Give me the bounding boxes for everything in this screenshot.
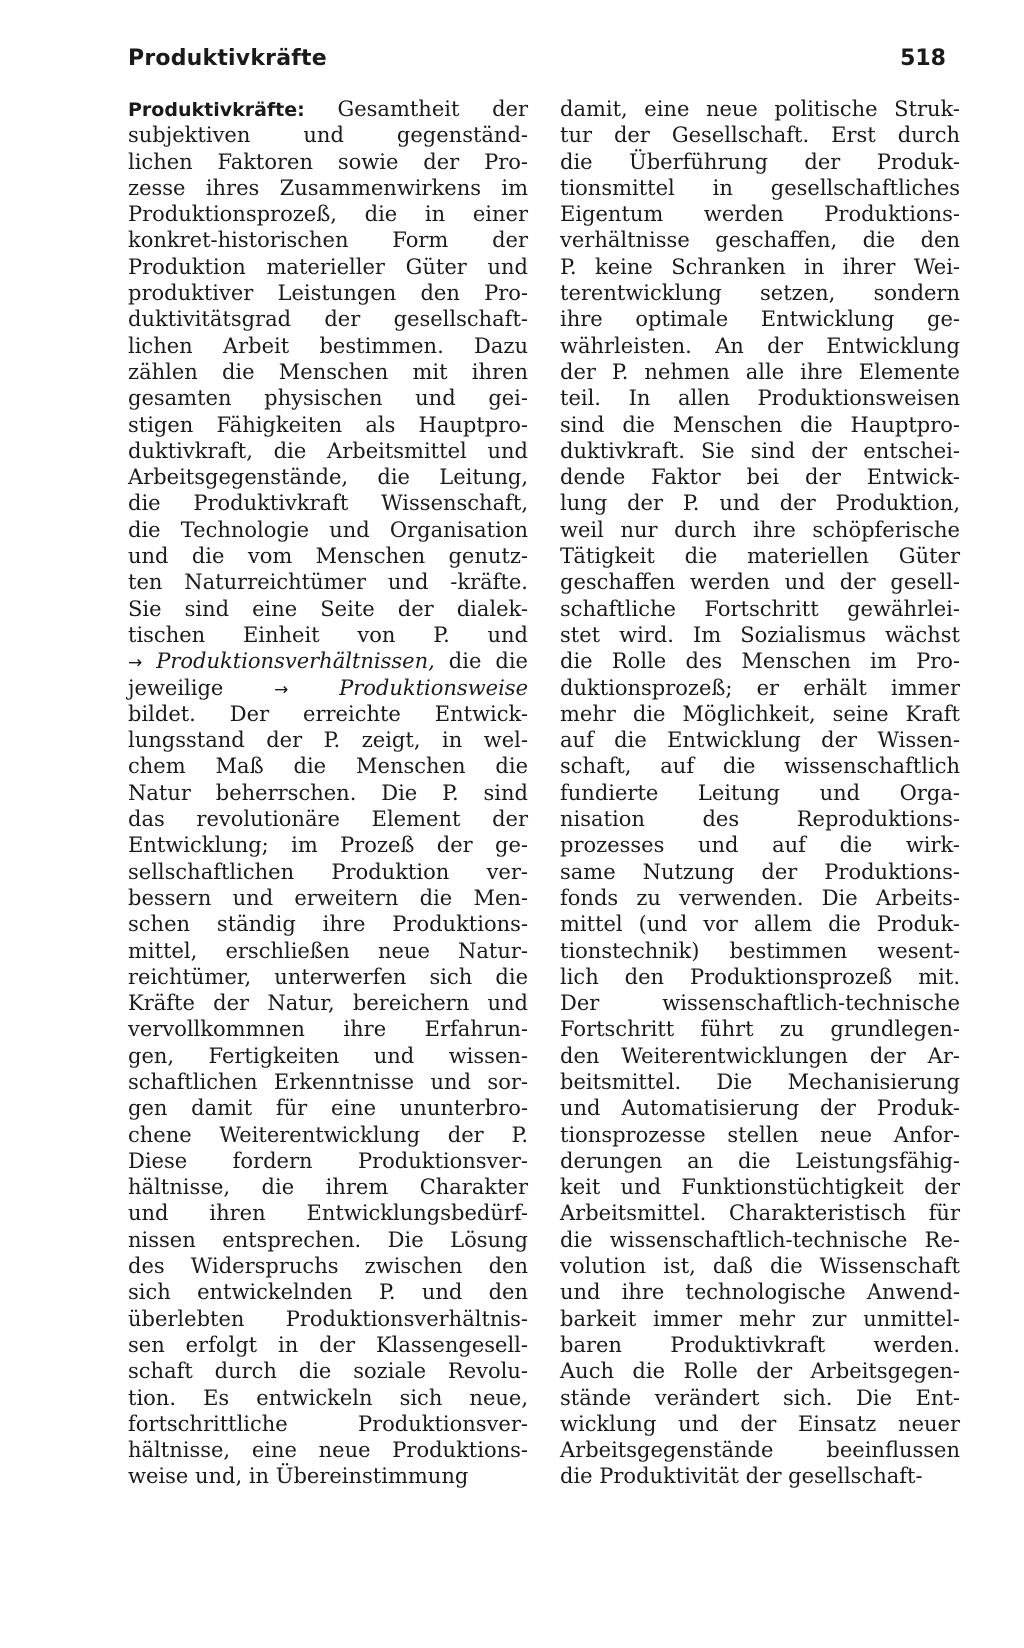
text-line: Arbeitsmittel. Charakteristisch für [560,1201,960,1226]
text-line: Fortschritt führt zu grundlegen- [560,1017,960,1042]
text-line: damit, eine neue politische Struk- [560,97,960,121]
text-line: duktionsprozeß; er erhält immer [560,675,960,700]
text-line: Eigentum werden Produktions- [560,202,960,227]
text-line: mittel, erschließen neue Natur- [128,938,528,963]
right-text-block [560,96,960,1490]
text-line: geschaffen werden und der gesell- [560,570,960,595]
text-line: konkret-historischen Form der [128,228,528,253]
text-line: tischen Einheit von P. und [128,622,528,647]
cross-reference-arrow-icon: → [128,653,143,674]
text-line: barkeit immer mehr zur unmittel- [560,1306,960,1331]
text-line: dende Faktor bei der Entwick- [560,465,960,490]
text-line: das revolutionäre Element der [128,807,528,832]
text-line: zesse ihres Zusammenwirkens im [128,175,528,200]
text-line: sind die Menschen die Hauptpro- [560,412,960,437]
text-line: derungen an die Leistungsfähig- [560,1148,960,1173]
text-line: produktiver Leistungen den Pro- [128,281,528,306]
text-line: die Überführung der Produk- [560,149,960,174]
text-line: prozesses und auf die wirk- [560,833,960,858]
text-line: same Nutzung der Produktions- [560,859,960,884]
text-line: P. keine Schranken in ihrer Wei- [560,254,960,279]
text-line: sich entwickelnden P. und den [128,1280,528,1305]
cross-reference-line-1 [128,648,528,674]
text-line: subjektiven und gegenständ- [128,123,528,148]
text-line: die Rolle des Menschen im Pro- [560,649,960,674]
text-line: Sie sind eine Seite der dialek- [128,596,528,621]
text-line: sellschaftlichen Produktion ver- [128,859,528,884]
page-number: 518 [900,46,946,71]
text-line: und Automatisierung der Produk- [560,1096,960,1121]
text-line: tionstechnik) bestimmen wesent- [560,938,960,963]
cross-reference-rest: die die [434,649,528,674]
text-line: stet wird. Im Sozialismus wächst [560,622,960,647]
text-line: bildet. Der erreichte Entwick- [128,701,528,726]
text-line: Arbeitsgegenstände beeinflussen [560,1438,960,1463]
text-line: Natur beherrschen. Die P. sind [128,780,528,805]
text-line: den Weiterentwicklungen der Ar- [560,1043,960,1068]
text-line: tionsprozesse stellen neue Anfor- [560,1122,960,1147]
text-line: des Widerspruchs zwischen den [128,1254,528,1279]
text-line: und die vom Menschen genutz- [128,544,528,569]
text-line: schaft durch die soziale Revolu- [128,1359,528,1384]
text-line: lich den Produktionsprozeß mit. [560,964,960,989]
text-line: teil. In allen Produktionsweisen [560,386,960,411]
text-line: lichen Arbeit bestimmen. Dazu [128,333,528,358]
text-line: fortschrittliche Produktionsver- [128,1411,528,1436]
running-head: Produktivkräfte [128,46,327,71]
text-line: stände verändert sich. Die Ent- [560,1385,960,1410]
text-line: und ihre technologische Anwend- [560,1280,960,1305]
left-text-block-2 [128,701,528,1490]
text-line: terentwicklung setzen, sondern [560,281,960,306]
text-line: vervollkommnen ihre Erfahrun- [128,1017,528,1042]
text-line: die Produktivität der gesellschaft- [560,1464,923,1489]
text-line: Entwicklung; im Prozeß der ge- [128,833,528,858]
text-line: schen ständig ihre Produktions- [128,912,528,937]
text-line: schaftliche Fortschritt gewährlei- [560,596,960,621]
text-line: Arbeitsgegenstände, die Leitung, [128,465,528,490]
first-line-text: Gesamtheit der [304,97,528,121]
entry-first-line [128,96,528,122]
text-line: beitsmittel. Die Mechanisierung [560,1069,960,1094]
text-line: chem Maß die Menschen die [128,754,528,779]
text-line: nisation des Reproduktions- [560,807,960,832]
text-line: bessern und erweitern die Men- [128,885,528,910]
text-line: ihre optimale Entwicklung ge- [560,307,960,332]
text-line: fonds zu verwenden. Die Arbeits- [560,885,960,910]
text-line: Produktionsprozeß, die in einer [128,202,528,227]
text-line: der P. nehmen alle ihre Elemente [560,359,960,384]
text-line: keit und Funktionstüchtigkeit der [560,1175,960,1200]
text-line: duktivitätsgrad der gesellschaft- [128,307,528,332]
cross-reference-line-2 [128,675,528,701]
text-line: Tätigkeit die materiellen Güter [560,544,960,569]
text-line: auf die Entwicklung der Wissen- [560,728,960,753]
text-line: mehr die Möglichkeit, seine Kraft [560,701,960,726]
text-line: gesamten physischen und gei- [128,386,528,411]
cross-reference-produktionsverhaeltnissen[interactable]: Produktionsverhältnissen, [156,649,435,674]
text-line: weil nur durch ihre schöpferische [560,517,960,542]
text-line: lungsstand der P. zeigt, in wel- [128,728,528,753]
text-line: Produktion materieller Güter und [128,254,528,279]
text-line: Diese fordern Produktionsver- [128,1148,528,1173]
text-line: lung der P. und der Produktion, [560,491,960,516]
text-line: die wissenschaftlich-technische Re- [560,1227,960,1252]
text-line: überlebten Produktionsverhältnis- [128,1306,528,1331]
text-line: schaft, auf die wissenschaftlich [560,754,960,779]
text-line: hältnisse, die ihrem Charakter [128,1175,528,1200]
text-line: tion. Es entwickeln sich neue, [128,1385,528,1410]
entry-headword: Produktivkräfte: [128,99,305,121]
text-line: verhältnisse geschaffen, die den [560,228,960,253]
text-line: gen, Fertigkeiten und wissen- [128,1043,528,1068]
cross-reference-arrow-icon: → [274,679,289,700]
text-line: sen erfolgt in der Klassengesell- [128,1332,528,1357]
text-line: stigen Fähigkeiten als Hauptpro- [128,412,528,437]
left-column [128,96,528,1490]
text-line: fundierte Leitung und Orga- [560,780,960,805]
text-line: weise und, in Übereinstimmung [128,1464,469,1489]
text-line: währleisten. An der Entwicklung [560,333,960,358]
text-line: chene Weiterentwicklung der P. [128,1122,528,1147]
left-text-block-1 [128,122,528,648]
text-line: nissen entsprechen. Die Lösung [128,1227,528,1252]
text-line: mittel (und vor allem die Produk- [560,912,960,937]
text-line: lichen Faktoren sowie der Pro- [128,149,528,174]
text-line: Der wissenschaftlich-technische [560,991,960,1016]
cross-reference-pre: jeweilige [128,675,224,700]
text-line: reichtümer, unterwerfen sich die [128,964,528,989]
text-line: Auch die Rolle der Arbeitsgegen- [560,1359,960,1384]
text-line: duktivkraft, die Arbeitsmittel und [128,438,528,463]
text-line: Kräfte der Natur, bereichern und [128,991,528,1016]
text-line: tur der Gesellschaft. Erst durch [560,123,960,148]
text-line: die Produktivkraft Wissenschaft, [128,491,528,516]
text-line: die Technologie und Organisation [128,517,528,542]
right-column [560,96,960,1490]
text-line: zählen die Menschen mit ihren [128,359,528,384]
text-line: ten Naturreichtümer und -kräfte. [128,570,528,595]
text-line: duktivkraft. Sie sind der entschei- [560,438,960,463]
text-line: hältnisse, eine neue Produktions- [128,1438,528,1463]
text-line: tionsmittel in gesellschaftliches [560,175,960,200]
text-line: baren Produktivkraft werden. [560,1332,960,1357]
text-line: und ihren Entwicklungsbedürf- [128,1201,528,1226]
text-line: volution ist, daß die Wissenschaft [560,1254,960,1279]
text-line: wicklung und der Einsatz neuer [560,1411,960,1436]
text-line: gen damit für eine ununterbro- [128,1096,528,1121]
text-line: schaftlichen Erkenntnisse und sor- [128,1069,528,1094]
cross-reference-produktionsweise[interactable]: Produktionsweise [339,675,528,700]
